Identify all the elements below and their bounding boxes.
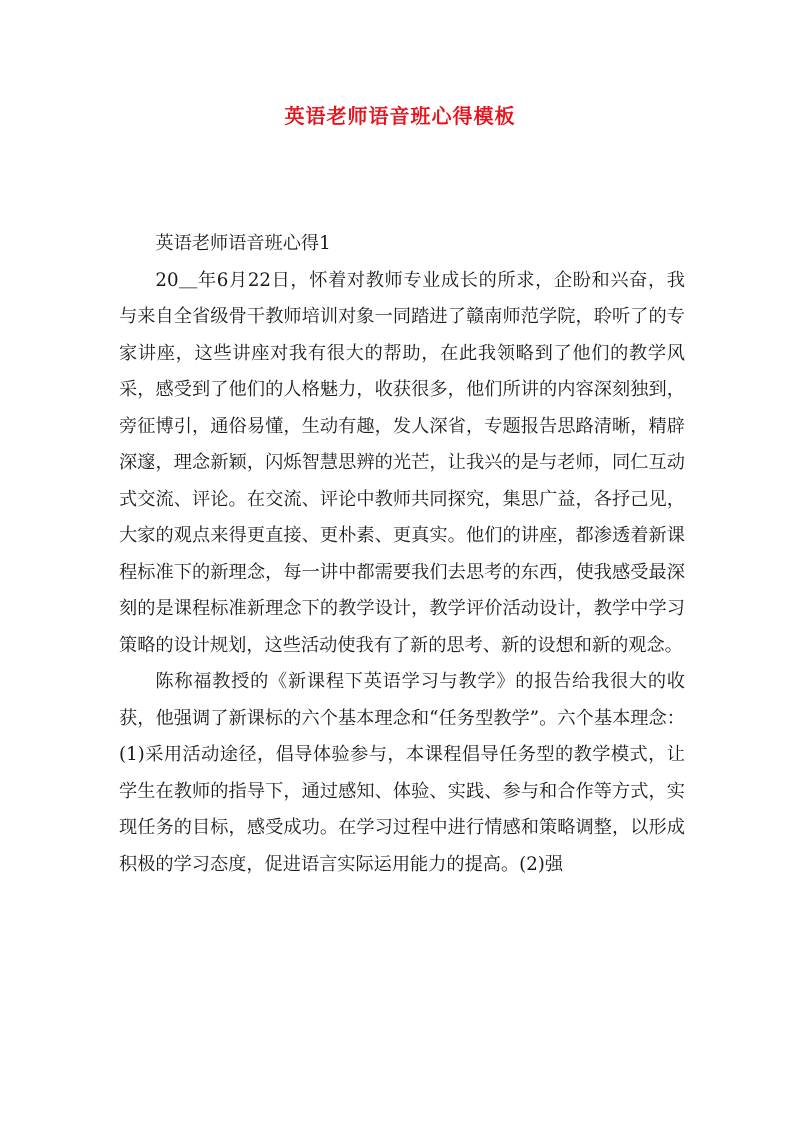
section-heading: 英语老师语音班心得1 — [155, 233, 331, 254]
document-body — [119, 226, 685, 883]
paragraph-2: 陈称福教授的《新课程下英语学习与教学》的报告给我很大的收获，他强调了新课标的六个基本理念和“任务型教学”。六个基本理念：(1)采用活动途径，倡导体验参与，本课程倡导任务型的教学模式，让学生在教师的指导下，通过感知、体验、实践、参与和合作等方式，实现任务的目标，感受成功。在学习过程中进行情感和策略调整，以形成积极的学习态度，促进语言实际运用能力的提高。(2)强 — [119, 671, 685, 875]
paragraph-1: 20＿年6月22日，怀着对教师专业成长的所求，企盼和兴奋，我与来自全省级骨干教师培训对象一同踏进了赣南师范学院，聆听了的专家讲座，这些讲座对我有很大的帮助，在此我领略到了他们的教学风采，感受到了他们的人格魅力，收获很多，他们所讲的内容深刻独到，旁征博引，通俗易懂，生动有趣，发人深省，专题报告思路清晰，精辟深邃，理念新颖，闪烁智慧思辨的光芒，让我兴的是与老师，同仁互动式交流、评论。在交流、评论中教师共同探究，集思广益，各抒己见，大家的观点来得更直接、更朴素、更真实。他们的讲座，都渗透着新课程标准下的新理念，每一讲中都需要我们去思考的东西，使我感受最深刻的是课程标准新理念下的教学设计，教学评价活动设计，教学中学习策略的设计规划，这些活动使我有了新的思考、新的设想和新的观念。 — [119, 269, 685, 656]
document-title: 英语老师语音班心得模板 — [284, 104, 516, 128]
